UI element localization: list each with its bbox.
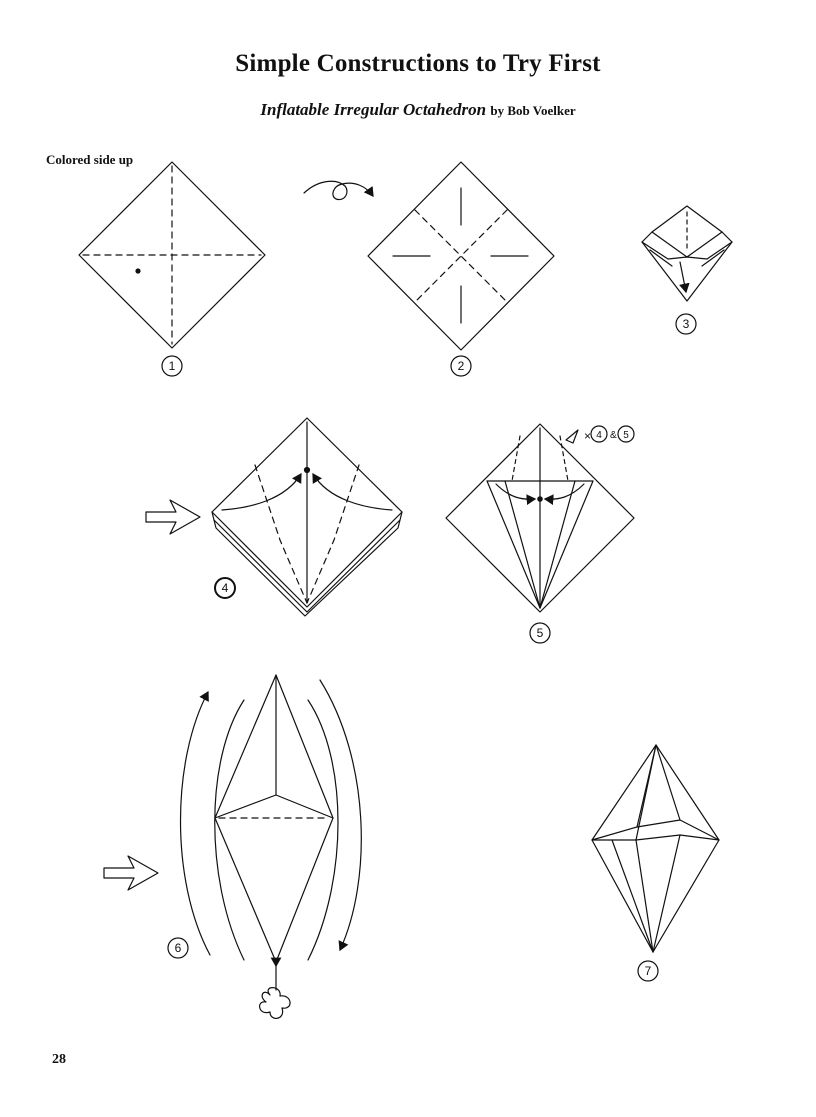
step-6-number xyxy=(168,938,188,958)
svg-text:4: 4 xyxy=(596,430,602,441)
svg-text:2: 2 xyxy=(457,359,465,373)
step-2-diagram xyxy=(368,162,554,350)
start-note: Colored side up xyxy=(46,152,134,167)
svg-text:7: 7 xyxy=(644,964,652,978)
step-6-diagram xyxy=(181,675,362,962)
author-byline: by Bob Voelker xyxy=(490,103,576,118)
step-3-diagram xyxy=(642,206,732,301)
page-title: Simple Constructions to Try First xyxy=(235,50,601,77)
svg-text:5: 5 xyxy=(536,626,544,640)
page-number: 28 xyxy=(52,1052,66,1067)
repeat-steps-annotation xyxy=(566,426,634,443)
turn-over-arrow-icon xyxy=(304,181,373,199)
step-5-diagram xyxy=(446,424,634,612)
svg-text:×: × xyxy=(584,429,592,443)
svg-text:&: & xyxy=(610,430,617,441)
step-7-diagram xyxy=(592,745,719,952)
step-4-inflate-arrow-icon xyxy=(146,500,200,534)
step-4-diagram xyxy=(212,418,402,616)
svg-text:4: 4 xyxy=(221,581,229,595)
step-5-number xyxy=(530,623,550,643)
step-2-number xyxy=(451,356,471,376)
model-name: Inflatable Irregular Octahedron xyxy=(260,100,487,119)
svg-text:3: 3 xyxy=(682,317,690,331)
step-4-number xyxy=(215,578,235,598)
step-1-diagram xyxy=(79,162,265,348)
svg-text:5: 5 xyxy=(623,430,629,441)
blow-air-icon xyxy=(260,966,290,1018)
step-1-number xyxy=(162,356,182,376)
svg-text:6: 6 xyxy=(174,941,182,955)
step-7-number xyxy=(638,961,658,981)
svg-text:1: 1 xyxy=(168,359,176,373)
step-6-inflate-arrow-icon xyxy=(104,856,158,890)
step-3-number xyxy=(676,314,696,334)
